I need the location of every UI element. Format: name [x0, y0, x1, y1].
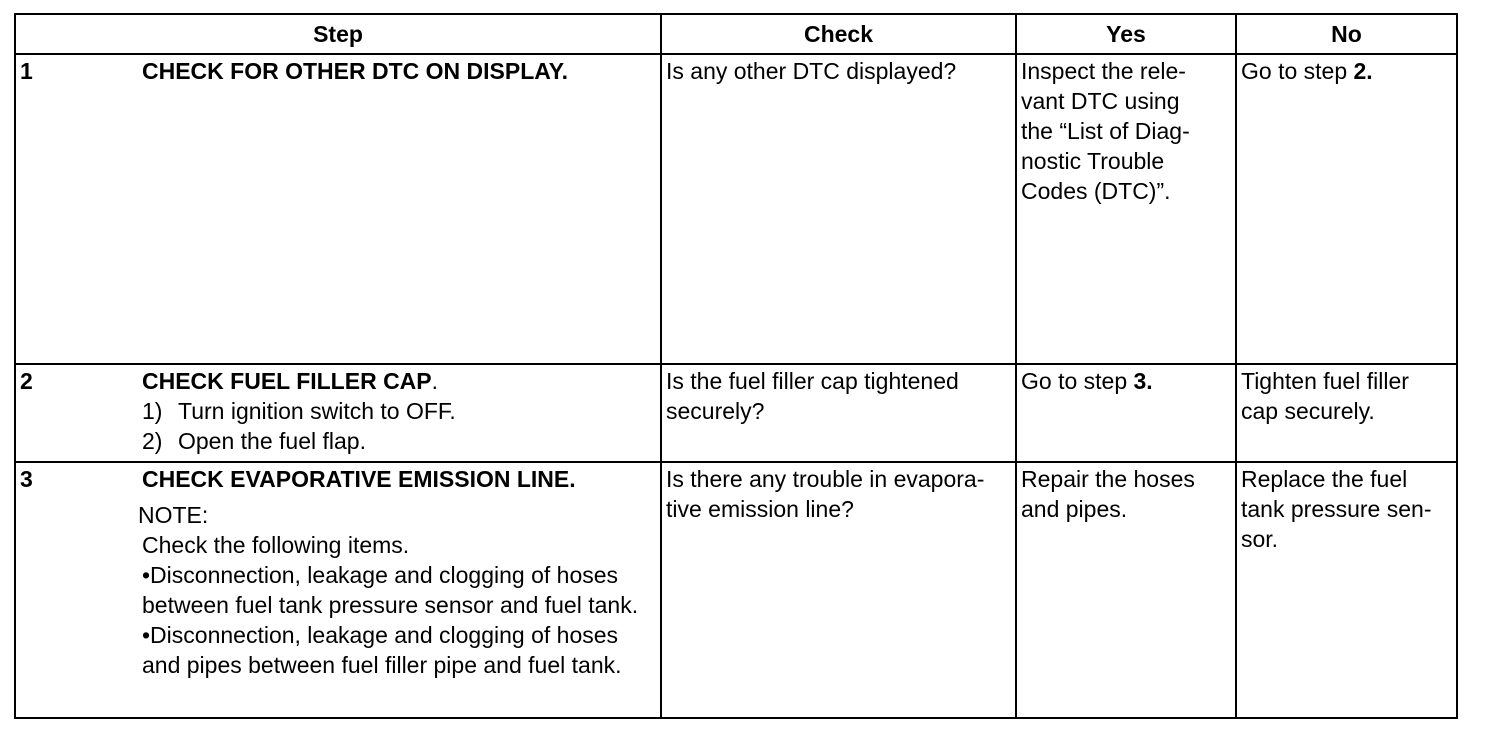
table-row — [15, 462, 1457, 718]
table-row — [15, 364, 1457, 462]
yes-cell — [1016, 462, 1236, 718]
header-step: Step — [15, 14, 661, 54]
yes-cell — [1016, 54, 1236, 364]
note-line: •Disconnection, leakage and clogging of hoses between fuel tank pressure sensor and fuel tank. — [142, 562, 639, 618]
step-title: CHECK FOR OTHER DTC ON DISPLAY. — [142, 58, 568, 84]
check-text: Is the fuel filler cap tightened securely? — [666, 368, 959, 424]
check-cell — [661, 364, 1016, 462]
note-line: •Disconnection, leakage and clogging of hoses and pipes between fuel filler pipe and fuel tank. — [142, 622, 622, 678]
header-check: Check — [661, 14, 1016, 54]
yes-text: Repair the hoses and pipes. — [1021, 466, 1195, 522]
yes-text — [1017, 365, 1235, 396]
step-number: 1 — [20, 58, 33, 84]
yes-text-step-ref: 3. — [1133, 368, 1153, 394]
table-row — [15, 54, 1457, 364]
note-line: Check the following items. — [142, 532, 410, 558]
no-cell — [1236, 462, 1457, 718]
substep-number: 2) — [142, 428, 163, 454]
header-no: No — [1236, 14, 1457, 54]
no-cell — [1236, 54, 1457, 364]
substep — [142, 396, 660, 426]
substep-text: Open the fuel flap. — [178, 428, 366, 454]
substep-text: Turn ignition switch to OFF. — [178, 398, 456, 424]
no-text-prefix: Go to step — [1241, 58, 1354, 84]
step-number: 3 — [20, 466, 33, 492]
step-title: CHECK FUEL FILLER CAP — [142, 368, 432, 394]
substep-number: 1) — [142, 398, 163, 424]
step-number: 2 — [20, 368, 33, 394]
substep — [142, 426, 660, 456]
check-text: Is any other DTC displayed? — [666, 58, 957, 84]
no-text: Replace the fuel tank pressure sen-sor. — [1241, 466, 1432, 552]
yes-cell — [1016, 364, 1236, 462]
check-cell — [661, 54, 1016, 364]
step-title-suffix: . — [431, 368, 439, 394]
step-cell — [15, 54, 661, 364]
header-row — [15, 14, 1457, 54]
step-title-line — [142, 366, 660, 396]
step-cell — [15, 364, 661, 462]
check-cell — [661, 462, 1016, 718]
yes-text: Inspect the rele-vant DTC using the “List of Diag-nostic Trouble Codes (DTC)”. — [1021, 58, 1190, 204]
note-label: NOTE: — [138, 502, 209, 528]
diagnostic-table — [14, 13, 1458, 719]
no-cell — [1236, 364, 1457, 462]
header-yes: Yes — [1016, 14, 1236, 54]
no-text — [1237, 55, 1456, 86]
check-text: Is there any trouble in evapora-tive emission line? — [666, 466, 985, 522]
step-cell — [15, 462, 661, 718]
no-text: Tighten fuel filler cap securely. — [1241, 368, 1409, 424]
no-text-step-ref: 2. — [1353, 58, 1373, 84]
yes-text-prefix: Go to step — [1021, 368, 1134, 394]
step-title: CHECK EVAPORATIVE EMISSION LINE. — [142, 466, 576, 492]
